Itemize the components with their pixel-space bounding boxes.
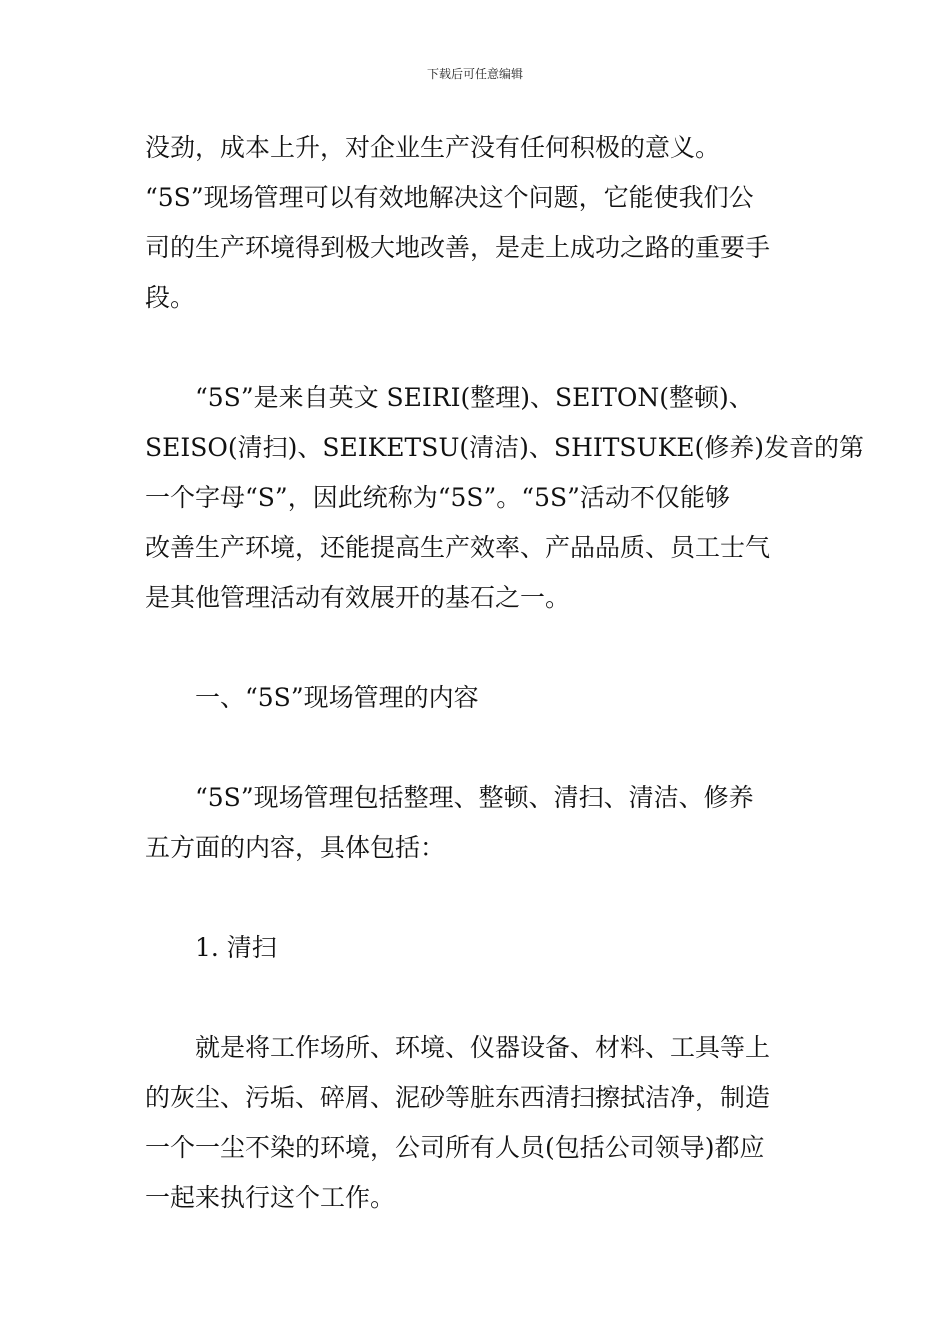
text-line: “5S”现场管理可以有效地解决这个问题，它能使我们公 — [145, 183, 754, 212]
text-line: 一起来执行这个工作。 — [145, 1183, 396, 1212]
text-line: “5S”现场管理包括整理、整顿、清扫、清洁、修养 — [195, 783, 754, 812]
text-line: 改善生产环境，还能提高生产效率、产品品质、员工士气 — [145, 533, 771, 562]
text-line: 的灰尘、污垢、碎屑、泥砂等脏东西清扫擦拭洁净，制造 — [145, 1083, 771, 1112]
page-header: 下载后可任意编辑 — [426, 67, 523, 81]
text-line: “5S”是来自英文 SEIRI(整理)、SEITON(整顿)、 — [195, 383, 754, 412]
text-line: 就是将工作场所、环境、仪器设备、材料、工具等上 — [195, 1033, 771, 1062]
text-line: SEISO(清扫)、SEIKETSU(清洁)、SHITSUKE(修养)发音的第 — [145, 433, 865, 462]
subsection-heading: 1. 清扫 — [195, 933, 277, 962]
text-line: 五方面的内容，具体包括： — [145, 833, 446, 862]
text-line: 一个字母“S”，因此统称为“5S”。“5S”活动不仅能够 — [145, 483, 730, 512]
section-heading: 一、“5S”现场管理的内容 — [195, 683, 479, 712]
text-line: 司的生产环境得到极大地改善，是走上成功之路的重要手 — [145, 233, 771, 262]
text-line: 段。 — [145, 283, 196, 312]
text-line: 是其他管理活动有效展开的基石之一。 — [145, 583, 571, 612]
text-line: 没劲，成本上升，对企业生产没有任何积极的意义。 — [145, 133, 721, 162]
text-line: 一个一尘不染的环境，公司所有人员(包括公司领导)都应 — [145, 1133, 765, 1162]
